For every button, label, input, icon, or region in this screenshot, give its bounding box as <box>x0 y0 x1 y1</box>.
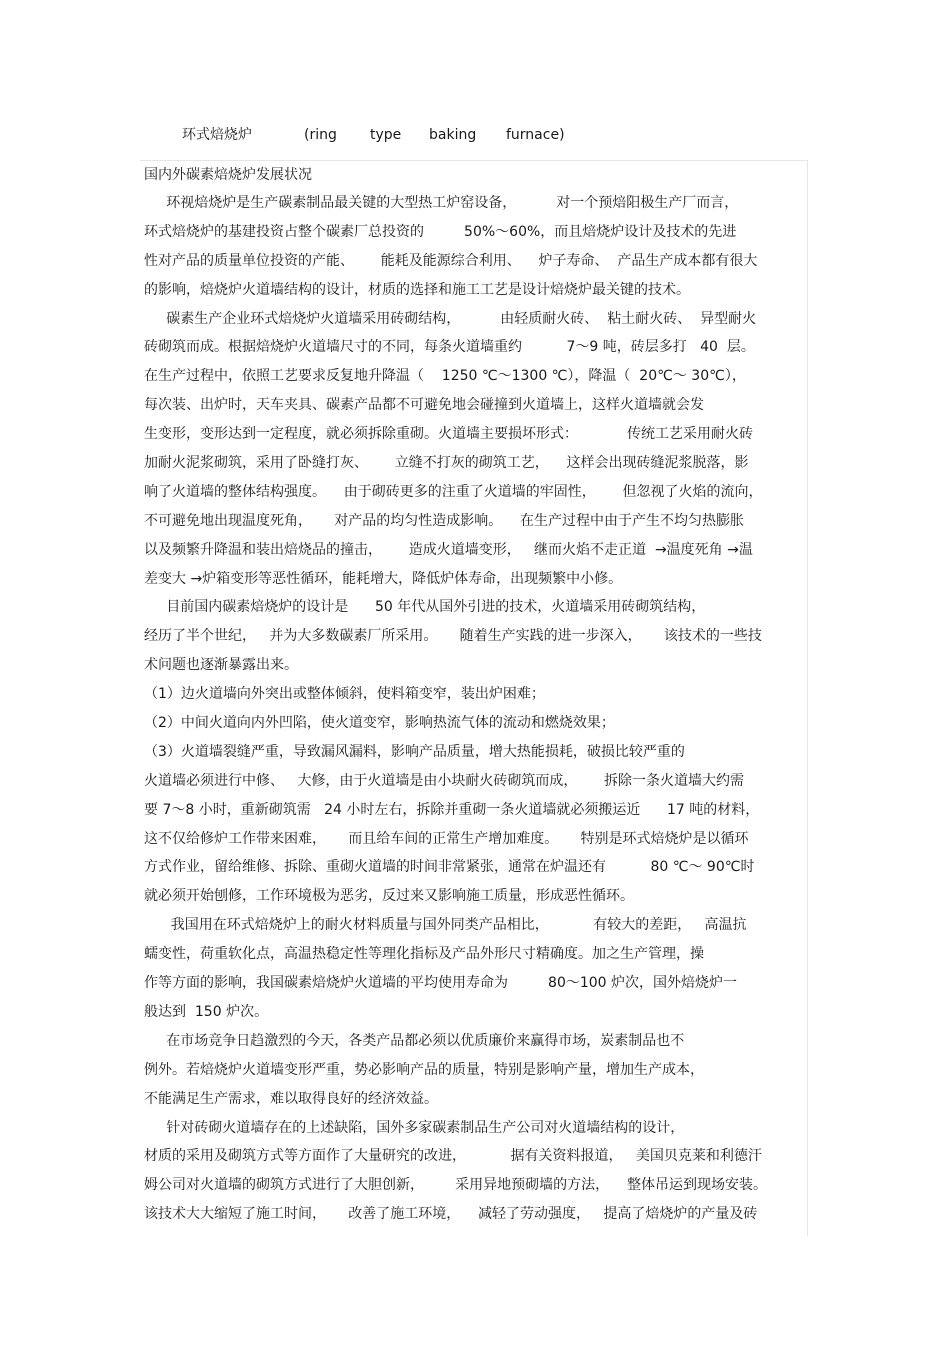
body-line: 作等方面的影响，我国碳素焙烧炉火道墙的平均使用寿命为 80～100 炉次，国外焙烧炉一 <box>144 975 738 992</box>
body-line: 就必须开始刨修，工作环境极为恶劣，反过来又影响施工质量，形成恶性循环。 <box>144 888 634 905</box>
body-line: 加耐火泥浆砌筑，采用了卧缝打灰、 立缝不打灰的砌筑工艺， 这样会出现砖缝泥浆脱落，影 <box>144 455 749 472</box>
body-line: 响了火道墙的整体结构强度。 由于砌砖更多的注重了火道墙的牢固性， 但忽视了火焰的流向， <box>144 483 763 500</box>
body-line: 在生产过程中，依照工艺要求反复地升降温（ 1250 ℃～1300 ℃），降温（ 20℃～ 30℃）， <box>144 368 746 385</box>
body-line: 以及频繁升降温和装出焙烧品的撞击， 造成火道墙变形， 继而火焰不走正道 →温度死角 →温 <box>144 541 753 558</box>
body-line: 在市场竞争日趋激烈的今天，各类产品都必须以优质廉价来赢得市场，炭素制品也不 <box>144 1032 685 1049</box>
body-line: 例外。若焙烧炉火道墙变形严重，势必影响产品的质量，特别是影响产量，增加生产成本， <box>144 1061 704 1078</box>
document-title <box>182 124 565 146</box>
body-line: 差变大 →炉箱变形等恶性循环，能耗增大，降低炉体寿命，出现频繁中小修。 <box>144 570 623 587</box>
title-part-furnace: furnace) <box>506 127 565 143</box>
body-line: 不可避免地出现温度死角， 对产品的均匀性造成影响。 在生产过程中由于产生不均匀热膨胀 <box>144 512 745 529</box>
body-line: 材质的采用及砌筑方式等方面作了大量研究的改进， 据有关资料报道， 美国贝克莱和利德汗 <box>144 1148 762 1165</box>
body-line: 火道墙必须进行中修、 大修，由于火道墙是由小块耐火砖砌筑而成， 拆除一条火道墙大约需 <box>144 772 745 789</box>
body-line: （1）边火道墙向外突出或整体倾斜，使料箱变窄，装出炉困难； <box>144 686 545 703</box>
body-line: 术问题也逐渐暴露出来。 <box>144 657 298 674</box>
body-line: 该技术大大缩短了施工时间， 改善了施工环境， 减轻了劳动强度， 提高了焙烧炉的产量及砖 <box>144 1206 758 1223</box>
body-line: 姆公司对火道墙的砌筑方式进行了大胆创新， 采用异地预砌墙的方法， 整体吊运到现场安装。 <box>144 1177 767 1194</box>
body-line: 环视焙烧炉是生产碳素制品最关键的大型热工炉窑设备， 对一个预焙阳极生产厂而言， <box>144 195 739 211</box>
document-body <box>144 163 804 1229</box>
body-line: 要 7～8 小时，重新砌筑需 24 小时左右，拆除并重砌一条火道墙就必须搬运近 17 吨的材料， <box>144 801 760 818</box>
body-lines <box>144 189 804 1229</box>
body-line: 般达到 150 炉次。 <box>144 1003 269 1020</box>
title-part-ring: (ring <box>304 127 337 143</box>
title-part-type: type <box>370 127 402 143</box>
body-line: 性对产品的质量单位投资的产能、 能耗及能源综合利用、 炉子寿命、 产品生产成本都有很大 <box>144 252 758 269</box>
body-line: 针对砖砌火道墙存在的上述缺陷，国外多家碳素制品生产公司对火道墙结构的设计， <box>144 1119 685 1136</box>
body-line: 蠕变性，荷重软化点，高温热稳定性等理化指标及产品外形尺寸精确度。加之生产管理，操 <box>144 946 704 963</box>
body-line: 方式作业，留给维修、拆除、重砌火道墙的时间非常紧张，通常在炉温还有 80 ℃～ 90℃时 <box>144 859 755 876</box>
body-line: 不能满足生产需求，难以取得良好的经济效益。 <box>144 1090 438 1107</box>
body-line: 砖砌筑而成。根据焙烧炉火道墙尺寸的不同，每条火道墙重约 7～9 吨，砖层多打 40 层。 <box>144 339 755 356</box>
body-line: 这不仅给修炉工作带来困难， 而且给车间的正常生产增加难度。 特别是环式焙烧炉是以循环 <box>144 830 749 847</box>
body-line: 环式焙烧炉的基建投资占整个碳素厂总投资的 50%～60%，而且焙烧炉设计及技术的先进 <box>144 223 737 240</box>
body-line: （3）火道墙裂缝严重，导致漏风漏料，影响产品质量，增大热能损耗，破损比较严重的 <box>144 743 685 760</box>
body-line: （2）中间火道向内外凹陷，使火道变窄，影响热流气体的流动和燃烧效果； <box>144 715 615 732</box>
body-line: 碳素生产企业环式焙烧炉火道墙采用砖砌结构， 由轻质耐火砖、 粘土耐火砖、 异型耐火 <box>144 310 757 327</box>
body-line: 目前国内碳素焙烧炉的设计是 50 年代从国外引进的技术，火道墙采用砖砌筑结构， <box>144 599 706 616</box>
title-cn: 环式焙烧炉 <box>182 127 252 143</box>
body-line: 生变形，变形达到一定程度，就必须拆除重砌。火道墙主要损坏形式： 传统工艺采用耐火砖 <box>144 426 753 443</box>
section-heading: 国内外碳素焙烧炉发展状况 <box>144 167 312 183</box>
body-line: 的影响，焙烧炉火道墙结构的设计，材质的选择和施工工艺是设计焙烧炉最关键的技术。 <box>144 281 690 298</box>
body-line: 经历了半个世纪， 并为大多数碳素厂所采用。 随着生产实践的进一步深入， 该技术的一些技 <box>144 628 762 645</box>
title-part-baking: baking <box>429 127 477 143</box>
body-line: 每次装、出炉时，天车夹具、碳素产品都不可避免地会碰撞到火道墙上，这样火道墙就会发 <box>144 397 704 414</box>
body-line: 我国用在环式焙烧炉上的耐火材料质量与国外同类产品相比， 有较大的差距， 高温抗 <box>144 917 747 934</box>
